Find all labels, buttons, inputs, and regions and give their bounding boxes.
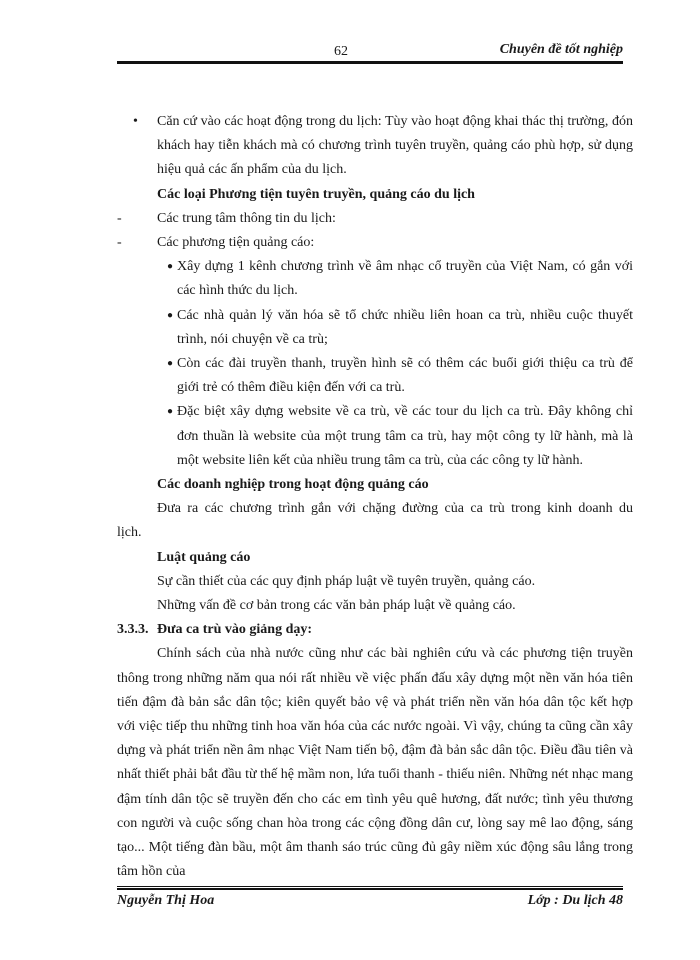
footer-rule <box>117 886 623 890</box>
heading-media: Các loại Phương tiện tuyên truyền, quảng cáo du lịch <box>157 186 475 202</box>
sub-bullet-item <box>117 255 633 303</box>
bullet-text: Căn cứ vào các hoạt động trong du lịch: Tùy vào hoạt động khai thác thị trường, đón khách hay tiễn khách mà có chương trình tuyên truyền, quảng cáo phù hợp, sử dụng hiệu quả các ấn phẩm của du lịch. <box>157 114 633 178</box>
bullet-icon: ● <box>167 261 174 273</box>
footer-class: Lớp : Du lịch 48 <box>527 893 623 908</box>
sub-bullet-text: Còn các đài truyền thanh, truyền hình sẽ có thêm các buổi giới thiệu ca trù để giới trẻ có thêm điều kiện đến với ca trù. <box>177 356 633 396</box>
section-heading <box>117 618 633 642</box>
bullet-icon: • <box>133 114 138 129</box>
section-title: Đưa ca trù vào giảng dạy: <box>157 622 313 638</box>
section-paragraph: Chính sách của nhà nước cũng như các bài nghiên cứu và các phương tiện truyền thông trong những năm qua nói rất nhiều về việc phấn đấu xây dựng một nền văn hóa tiên tiến đậm đà bản sắc dân tộc; kiên quyết bảo vệ và phát triển nền văn hóa dân tộc kết hợp với việc tiếp thu những tinh hoa văn hóa của các nước ngoài. Vì vậy, chúng ta cũng cần xây dựng và phát triển nền âm nhạc Việt Nam tiến bộ, đậm đà bản sắc dân tộc. Điều đầu tiên và nhất thiết phải bắt đầu từ thế hệ mầm non, lứa tuổi thanh - thiếu niên. Những nét nhạc mang đậm tính dân tộc sẽ truyền đến cho các em tình yêu quê hương, đất nước; tình yêu thương con người và cuộc sống chan hòa trong các cộng đồng dân cư, lòng say mê lao động, sáng tạo... Một tiếng đàn bầu, một âm thanh sáo trúc cũng đủ gây niềm xúc động sâu lắng trong tâm hồn của <box>117 646 633 880</box>
sub-bullet-text: Xây dựng 1 kênh chương trình về âm nhạc cổ truyền của Việt Nam, có gắn với các hình thức du lịch. <box>177 259 633 299</box>
header-title: Chuyên đề tốt nghiệp <box>499 42 623 57</box>
bullet-icon: ● <box>167 406 174 418</box>
dash-item <box>117 207 633 231</box>
law-line2: Những vấn đề cơ bản trong các văn bản pháp luật về quảng cáo. <box>157 598 516 614</box>
document-body <box>117 110 633 885</box>
footer-author: Nguyễn Thị Hoa <box>117 893 215 908</box>
dash-icon: - <box>117 210 122 226</box>
dash-text: Các phương tiện quảng cáo: <box>157 235 315 251</box>
heading-business: Các doanh nghiệp trong hoạt động quảng cáo <box>157 477 429 493</box>
sub-bullet-text: Đặc biệt xây dựng website về ca trù, về các tour du lịch ca trù. Đây không chỉ đơn thuần là website của một trung tâm ca trù, hay một công ty lữ hành, mà là một website liên kết của nhiều trung tâm ca trù, của các công ty lữ hành. <box>177 404 633 468</box>
heading-law: Luật quảng cáo <box>157 549 251 565</box>
header-rule <box>117 61 623 64</box>
bullet-icon: ● <box>167 358 174 370</box>
sub-bullet-item <box>117 304 633 352</box>
dash-icon: - <box>117 235 122 251</box>
bullet-icon: ● <box>167 309 174 321</box>
business-text-line2: lịch. <box>117 525 142 541</box>
page-number: 62 <box>334 44 348 59</box>
section-number: 3.3.3. <box>117 622 149 638</box>
law-line1: Sự cần thiết của các quy định pháp luật về tuyên truyền, quảng cáo. <box>157 573 536 589</box>
dash-item <box>117 231 633 255</box>
business-text-line1: Đưa ra các chương trình gắn với chặng đường của ca trù trong kinh doanh du <box>157 501 633 517</box>
bullet-item <box>117 110 633 183</box>
dash-text: Các trung tâm thông tin du lịch: <box>157 210 336 226</box>
sub-bullet-text: Các nhà quản lý văn hóa sẽ tổ chức nhiều liên hoan ca trù, nhiều cuộc thuyết trình, nói chuyện về ca trù; <box>177 307 633 347</box>
sub-bullet-item <box>117 400 633 473</box>
sub-bullet-item <box>117 352 633 400</box>
